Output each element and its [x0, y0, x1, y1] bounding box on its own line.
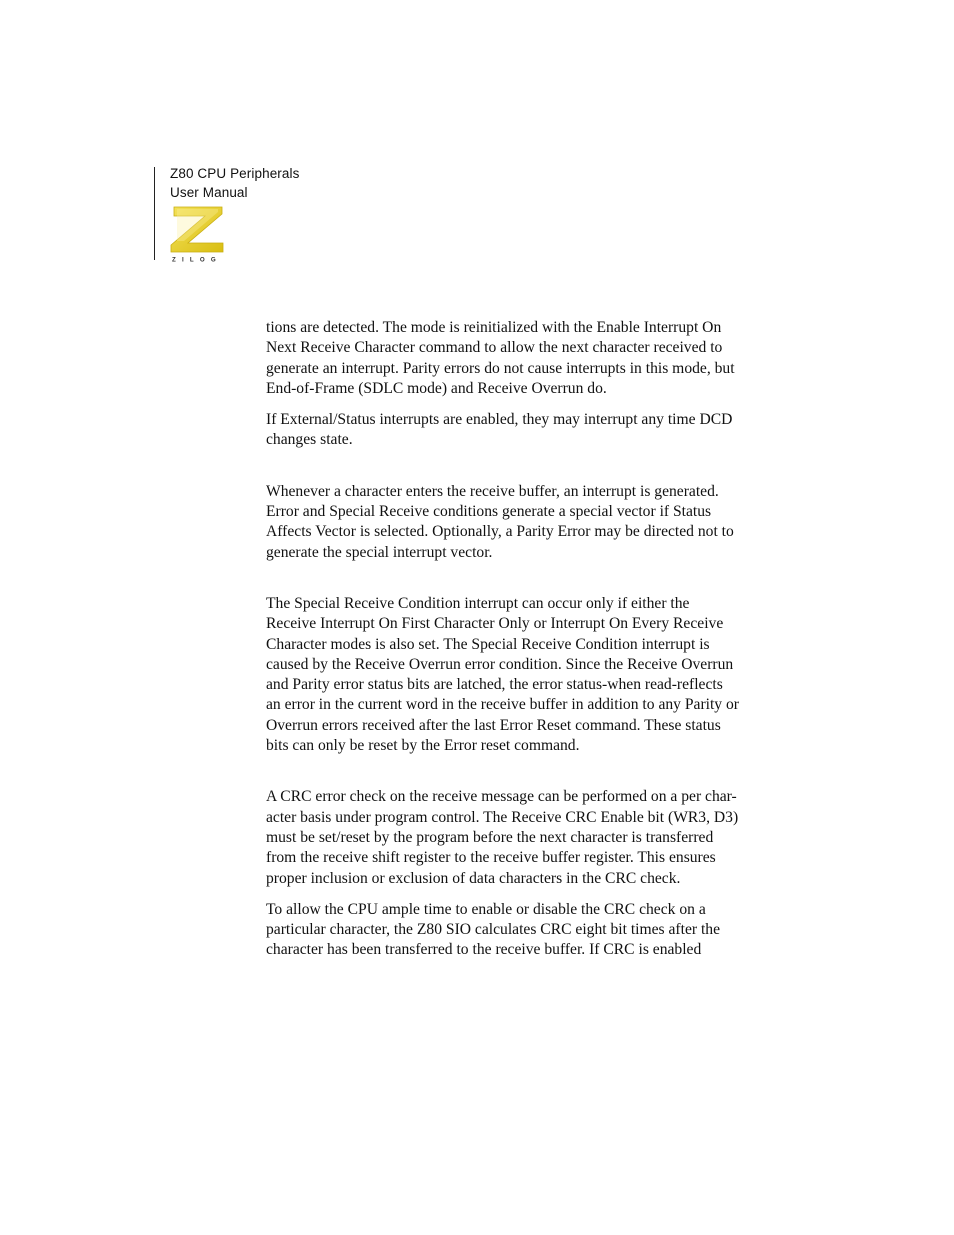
- text-line: proper inclusion or exclusion of data characters in the CRC check.: [266, 869, 681, 887]
- text-line: bits can only be reset by the Error reset command.: [266, 737, 580, 755]
- zilog-logo: [168, 203, 226, 263]
- text-line: A CRC error check on the receive message can be performed on a per char-: [266, 788, 737, 806]
- text-line: Next Receive Character command to allow the next character received to: [266, 339, 723, 357]
- text-line: and Parity error status bits are latched, the error status-when read-reflects: [266, 676, 723, 694]
- text-line: Affects Vector is selected. Optionally, a Parity Error may be directed not to: [266, 523, 734, 541]
- paragraph: [266, 410, 776, 451]
- text-line: tions are detected. The mode is reinitialized with the Enable Interrupt On: [266, 319, 722, 336]
- text-line: an error in the current word in the receive buffer in addition to any Parity or: [266, 696, 739, 714]
- text-line: generate an interrupt. Parity errors do not cause interrupts in this mode, but: [266, 359, 735, 377]
- paragraph: [266, 900, 776, 961]
- running-header: [170, 164, 299, 202]
- text-line: If External/Status interrupts are enabled, they may interrupt any time DCD: [266, 411, 733, 429]
- text-line: Error and Special Receive conditions generate a special vector if Status: [266, 503, 712, 521]
- text-line: from the receive shift register to the receive buffer register. This ensures: [266, 849, 716, 867]
- text-line: The Special Receive Condition interrupt can occur only if either the: [266, 594, 690, 612]
- header-divider: [154, 167, 155, 260]
- text-line: character has been transferred to the receive buffer. If CRC is enabled: [266, 941, 702, 959]
- text-line: caused by the Receive Overrun error condition. Since the Receive Overrun: [266, 655, 734, 673]
- logo-wordmark: ZILOG: [172, 256, 222, 263]
- text-line: End-of-Frame (SDLC mode) and Receive Overrun do.: [266, 379, 607, 397]
- text-line: Whenever a character enters the receive buffer, an interrupt is generated.: [266, 482, 719, 500]
- text-line: Receive Interrupt On First Character Only or Interrupt On Every Receive: [266, 615, 724, 633]
- body-text: [266, 318, 776, 961]
- paragraph: [266, 318, 776, 399]
- text-line: particular character, the Z80 SIO calculates CRC eight bit times after the: [266, 921, 721, 939]
- paragraph: [266, 594, 776, 756]
- text-line: must be set/reset by the program before the next character is transferred: [266, 828, 714, 846]
- header-title-line1: Z80 CPU Peripherals: [170, 166, 300, 181]
- paragraph: [266, 787, 776, 888]
- text-line: To allow the CPU ample time to enable or disable the CRC check on a: [266, 900, 706, 918]
- text-line: acter basis under program control. The Receive CRC Enable bit (WR3, D3): [266, 808, 739, 826]
- text-line: changes state.: [266, 431, 353, 449]
- text-line: Overrun errors received after the last Error Reset command. These status: [266, 716, 721, 734]
- text-line: Character modes is also set. The Special Receive Condition interrupt is: [266, 635, 710, 653]
- paragraph: [266, 482, 776, 563]
- header-title-line2: User Manual: [170, 185, 248, 200]
- text-line: generate the special interrupt vector.: [266, 543, 493, 561]
